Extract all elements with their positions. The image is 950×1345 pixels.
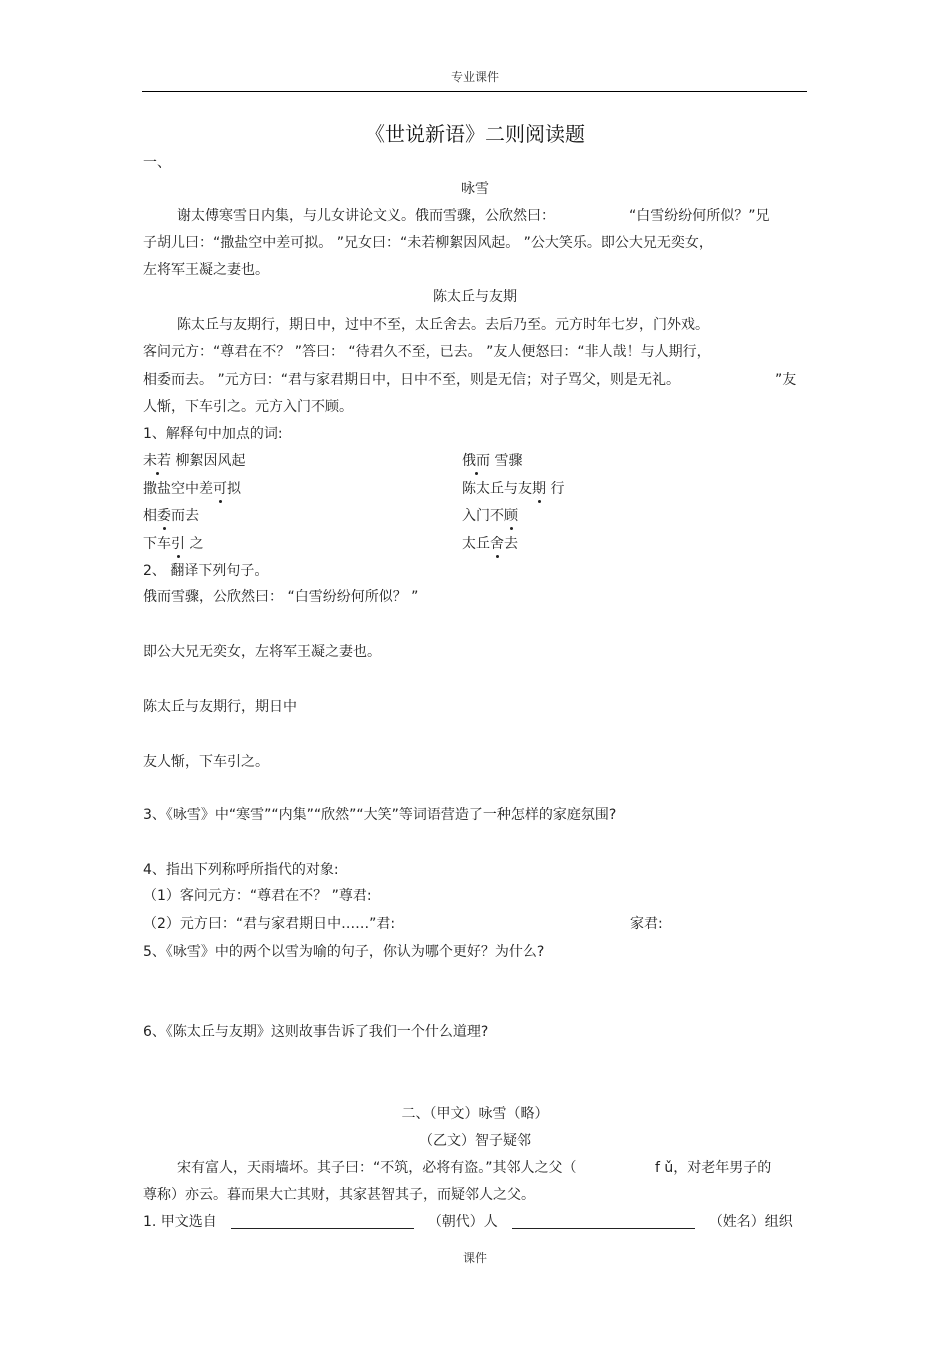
story1-line: 左将军王凝之妻也。 <box>143 262 269 278</box>
story2-line: 人惭，下车引之。元方入门不顾。 <box>143 399 353 415</box>
translate-sentence: 友人惭，下车引之。 <box>143 754 269 770</box>
story2-line: 陈太丘与友期行，期日中，过中不至，太丘舍去。去后乃至。元方时年七岁，门外戏。 <box>177 317 709 333</box>
vocab-item <box>462 478 564 498</box>
vocab-item <box>143 505 199 525</box>
vocab-post: 之 <box>185 536 204 552</box>
story1-title: 咏雪 <box>461 181 489 197</box>
story2-title: 陈太丘与友期 <box>433 289 517 305</box>
vocab-post: 去 <box>504 536 518 552</box>
question-4-prompt: 4、指出下列称呼所指代的对象: <box>143 862 339 878</box>
page-header: 专业课件 <box>450 70 499 84</box>
vocab-dotted: 差可拟 <box>199 478 241 498</box>
vocab-pre: 撒盐空中 <box>143 481 199 497</box>
story2-line: 客问元方：“尊君在不？ ”答曰： “待君久不至，已去。 ”友人便怒曰：“非人哉！与人期行， <box>143 344 711 360</box>
translate-sentence: 即公大兄无奕女，左将军王凝之妻也。 <box>143 644 381 660</box>
passage-line: 尊称）亦云。暮而果大亡其财，其家甚智其子，而疑邻人之父。 <box>143 1187 535 1203</box>
vocab-post: 而去 <box>171 508 199 524</box>
page-title: 《世说新语》二则阅读题 <box>365 122 585 146</box>
section-number: 一、 <box>143 155 171 171</box>
fill-mid: （朝代）人 <box>427 1214 498 1230</box>
vocab-pre: 太丘 <box>462 536 490 552</box>
header-divider <box>142 91 807 92</box>
section2-title: 二、（甲文）咏雪（略） <box>401 1106 549 1122</box>
fill-end: （姓名）组织 <box>708 1214 793 1230</box>
vocab-post: 行 <box>546 481 565 497</box>
vocab-dotted: 顾 <box>504 505 518 525</box>
question-6: 6、《陈太丘与友期》这则故事告诉了我们一个什么道理? <box>143 1024 489 1040</box>
vocab-item <box>462 450 522 470</box>
vocab-post: 柳絮因风起 <box>171 453 246 469</box>
vocab-post: 雪骤 <box>490 453 523 469</box>
vocab-pre: 下车 <box>143 536 171 552</box>
question-4-sub1: （1）客问元方：“尊君在不？ ”尊君: <box>143 888 372 904</box>
vocab-dotted: 舍 <box>490 533 504 553</box>
passage-line: f ǔ，对老年男子的 <box>655 1160 772 1176</box>
story1-line: 子胡儿曰：“撒盐空中差可拟。 ”兄女曰：“未若柳絮因风起。 ”公大笑乐。即公大兄无奕女， <box>143 235 713 251</box>
vocab-item <box>143 450 245 470</box>
question-4-sub2: （2）元方曰：“君与家君期日中……”君: <box>143 916 396 932</box>
vocab-dotted: 委 <box>157 505 171 525</box>
fill-start: 1. 甲文选自 <box>143 1214 217 1230</box>
story2-line: 相委而去。 ”元方曰：“君与家君期日中，日中不至，则是无信；对子骂父，则是无礼。 <box>143 372 680 388</box>
vocab-item <box>143 533 203 553</box>
vocab-item <box>462 533 518 553</box>
blank-source[interactable] <box>231 1214 414 1229</box>
vocab-dotted: 引 <box>171 533 185 553</box>
story1-line: 谢太傅寒雪日内集，与儿女讲论文义。俄而雪骤，公欣然曰： <box>177 208 555 224</box>
fill-question <box>143 1211 793 1231</box>
page-footer: 课件 <box>462 1251 487 1265</box>
vocab-item <box>462 505 518 525</box>
question-3: 3、《咏雪》中“寒雪”“内集”“欣然”“大笑”等词语营造了一种怎样的家庭氛围? <box>143 807 617 823</box>
translate-sentence: 俄而雪骤，公欣然曰： “白雪纷纷何所似？ ” <box>143 589 419 605</box>
vocab-dotted: 期 <box>532 478 546 498</box>
blank-author[interactable] <box>512 1214 695 1229</box>
passage-line: 宋有富人，天雨墙坏。其子曰：“不筑，必将有盗。”其邻人之父（ <box>177 1160 577 1176</box>
story1-line: “白雪纷纷何所似？”兄 <box>629 208 770 224</box>
vocab-pre: 陈太丘与友 <box>462 481 532 497</box>
question-2-prompt: 2、 翻译下列句子。 <box>143 563 269 579</box>
question-5: 5、《咏雪》中的两个以雪为喻的句子，你认为哪个更好？为什么? <box>143 944 545 960</box>
vocab-item <box>143 478 241 498</box>
vocab-pre: 相 <box>143 508 157 524</box>
vocab-dotted: 未若 <box>143 450 171 470</box>
translate-sentence: 陈太丘与友期行，期日中 <box>143 699 297 715</box>
vocab-pre: 入门不 <box>462 508 504 524</box>
section2-subtitle: （乙文）智子疑邻 <box>419 1133 531 1149</box>
question-1-prompt: 1、解释句中加点的词: <box>143 426 283 442</box>
vocab-dotted: 俄而 <box>462 450 490 470</box>
question-4-sub2-jiajun: 家君: <box>630 916 663 932</box>
story2-line: ”友 <box>775 372 797 388</box>
